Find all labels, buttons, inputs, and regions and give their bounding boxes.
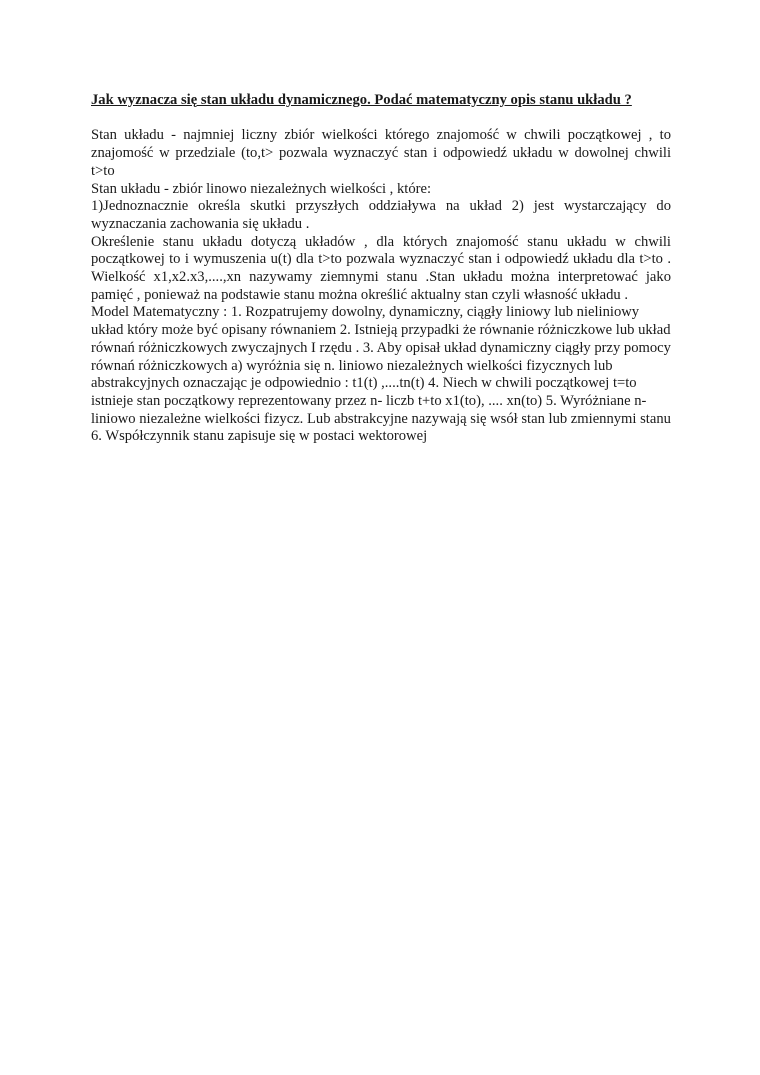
paragraph-state-definition: Stan układu - najmniej liczny zbiór wielkości którego znajomość w chwili początkowej , to znajomość w przedziale (to,t> pozwala wyznaczyć stan i odpowiedź układu w dowolnej chwili t>to bbox=[91, 127, 671, 179]
document-body bbox=[91, 92, 671, 446]
paragraph-mathematical-model: Model Matematyczny : 1. Rozpatrujemy dowolny, dynamiczny, ciągły liniowy lub nieliniowy układ który może być opisany równaniem 2. Istnieją przypadki że równanie różniczkowe lub układ równań różniczkowych zwyczajnych I rzędu . 3. Aby opisał układ dynamiczny ciągły przy pomocy równań różniczkowych a) wyróżnia się n. liniowo niezależnych wielkości fizycznych lub abstrakcyjnych oznaczając je odpowiednio : t1(t) ,....tn(t) 4. Niech w chwili początkowej t=to istnieje stan początkowy reprezentowany przez n- liczb t+to x1(to), .... xn(to) 5. Wyróżniane n-liniowo niezależne wielkości fizycz. Lub abstrakcyjne nazywają się wsół stan lub zmiennymi stanu 6. Współczynnik stanu zapisuje się w postaci wektorowej bbox=[91, 304, 671, 445]
paragraph-state-determination: Określenie stanu układu dotyczą układów , dla których znajomość stanu układu w chwili początkowej to i wymuszenia u(t) dla t>to pozwala wyznaczyć stan i odpowiedź układu dla t>to . Wielkość x1,x2.x3,....,xn nazywamy ziemnymi stanu .Stan układu można interpretować jako pamięć , ponieważ na podstawie stanu można określić aktualny stan czyli własność układu . bbox=[91, 233, 671, 303]
paragraph-state-set: Stan układu - zbiór linowo niezależnych wielkości , które: bbox=[91, 180, 432, 197]
document-title: Jak wyznacza się stan układu dynamicznego. Podać matematyczny opis stanu układu ? bbox=[91, 92, 632, 108]
paragraph-state-properties: 1)Jednoznacznie określa skutki przyszłych oddziaływa na układ 2) jest wystarczający do wyznaczania zachowania się układu . bbox=[91, 198, 671, 232]
